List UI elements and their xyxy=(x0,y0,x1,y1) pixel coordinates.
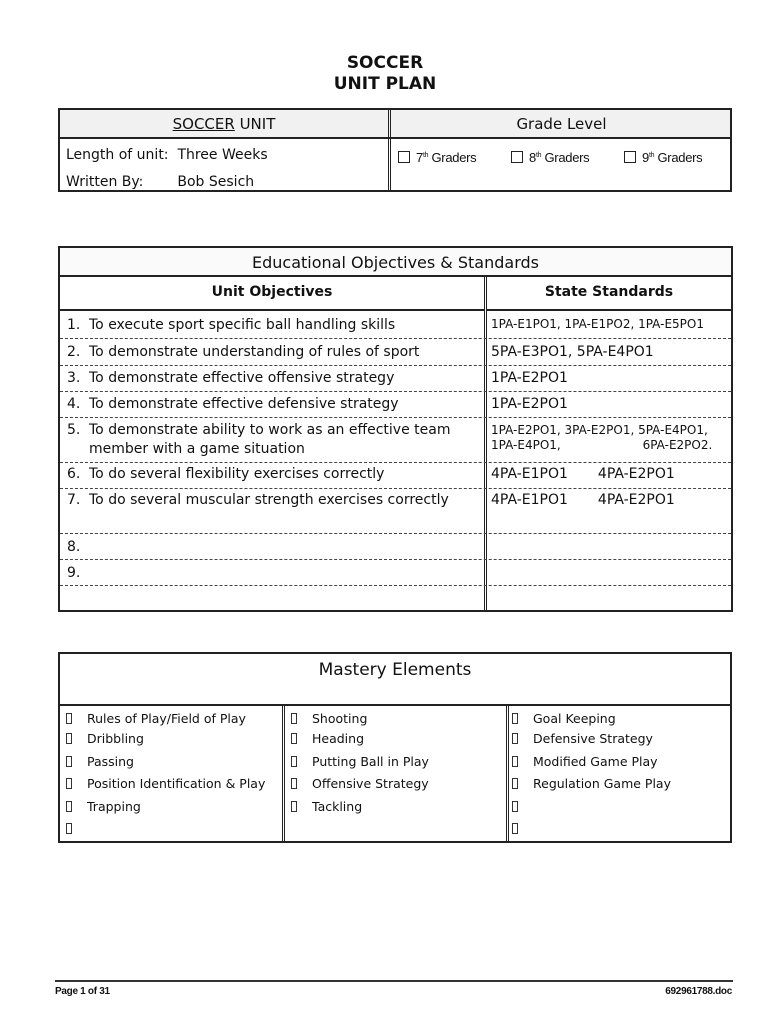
mastery-item[interactable]: Dribbling xyxy=(66,732,144,752)
objective-text: To demonstrate effective offensive strategy xyxy=(89,370,395,386)
mastery-elements-table xyxy=(58,652,732,843)
length-of-unit xyxy=(66,147,268,163)
bullet-icon xyxy=(291,713,297,724)
bullet-icon xyxy=(512,823,518,834)
bullet-icon xyxy=(512,756,518,767)
column-divider xyxy=(506,706,509,841)
mastery-item[interactable]: Shooting xyxy=(291,712,367,732)
mastery-item[interactable]: Passing xyxy=(66,755,134,775)
bullet-icon xyxy=(66,756,72,767)
standard-text: 1PA-E2PO1 xyxy=(491,396,568,412)
bullet-icon xyxy=(291,801,297,812)
grade-9-option[interactable]: 9th Graders xyxy=(624,150,702,165)
written-by xyxy=(66,174,254,190)
standard-text: 1PA-E2PO1, 3PA-E2PO1, 5PA-E4PO1, 1PA-E4PO1, 6PA-E2PO2. xyxy=(491,423,713,452)
length-label: Length of unit: xyxy=(66,147,169,163)
objective-row-8: 8. xyxy=(60,534,731,560)
objective-row-6: 6. To do several flexibility exercises correctly 4PA-E1PO1 4PA-E2PO1 xyxy=(60,463,731,489)
mastery-item[interactable]: Regulation Game Play xyxy=(512,777,671,797)
bullet-icon xyxy=(512,713,518,724)
mastery-item[interactable]: Position Identification & Play xyxy=(66,777,265,797)
bullet-icon xyxy=(291,733,297,744)
standard-text: 4PA-E1PO1 4PA-E2PO1 xyxy=(491,466,675,482)
bullet-icon xyxy=(291,756,297,767)
standard-text: 1PA-E2PO1 xyxy=(491,370,568,386)
objective-row-9: 9. xyxy=(60,560,731,586)
mastery-item[interactable]: Defensive Strategy xyxy=(512,732,653,752)
mastery-item-empty[interactable] xyxy=(512,822,533,842)
page-number: Page 1 of 31 xyxy=(55,986,110,997)
grade-9-checkbox[interactable] xyxy=(624,151,636,163)
unit-objectives-header: Unit Objectives xyxy=(60,277,484,311)
standard-text: 4PA-E1PO1 4PA-E2PO1 xyxy=(491,492,675,508)
bullet-icon xyxy=(512,778,518,789)
mastery-item[interactable]: Modified Game Play xyxy=(512,755,658,775)
objective-text: To execute sport specific ball handling skills xyxy=(89,317,396,333)
objectives-caption: Educational Objectives & Standards xyxy=(60,248,731,277)
mastery-item[interactable]: Goal Keeping xyxy=(512,712,616,732)
mastery-item[interactable]: Offensive Strategy xyxy=(291,777,429,797)
objective-text: To demonstrate understanding of rules of sport xyxy=(89,344,420,360)
objective-text: To do several muscular strength exercises correctly xyxy=(89,492,449,508)
standard-text: 5PA-E3PO1, 5PA-E4PO1 xyxy=(491,344,654,360)
objective-text: To demonstrate effective defensive strategy xyxy=(89,396,399,412)
document-filename: 692961788.doc xyxy=(665,986,732,997)
grade-8-option[interactable]: 8th Graders xyxy=(511,150,589,165)
title-line-1: SOCCER xyxy=(346,53,424,73)
objective-row-2: 2. To demonstrate understanding of rules of sport 5PA-E3PO1, 5PA-E4PO1 xyxy=(60,339,731,366)
mastery-item[interactable]: Rules of Play/Field of Play xyxy=(66,712,246,732)
mastery-item-empty[interactable] xyxy=(66,822,87,842)
column-divider xyxy=(282,706,285,841)
grade-7-option[interactable]: 7th Graders xyxy=(398,150,476,165)
unit-info-table xyxy=(58,108,732,192)
bullet-icon xyxy=(66,713,72,724)
objective-text: To demonstrate ability to work as an effective team member with a game situation xyxy=(89,422,451,457)
bullet-icon xyxy=(291,778,297,789)
bullet-icon xyxy=(66,733,72,744)
standard-text: 1PA-E1PO1, 1PA-E1PO2, 1PA-E5PO1 xyxy=(491,317,704,331)
mastery-item[interactable]: Putting Ball in Play xyxy=(291,755,429,775)
objective-row-7: 7. To do several muscular strength exercises correctly 4PA-E1PO1 4PA-E2PO1 xyxy=(60,489,731,534)
bullet-icon xyxy=(66,823,72,834)
objective-row-4: 4. To demonstrate effective defensive strategy 1PA-E2PO1 xyxy=(60,392,731,418)
objective-row-5: 5. To demonstrate ability to work as an effective team member with a game situation 1PA-E2PO1, 3PA-E2PO1, 5PA-E4PO1, 1PA-E4PO1, 6PA-E2PO2. xyxy=(60,418,731,463)
state-standards-header: State Standards xyxy=(487,277,731,311)
bullet-icon xyxy=(512,801,518,812)
bullet-icon xyxy=(66,801,72,812)
objective-row-3: 3. To demonstrate effective offensive strategy 1PA-E2PO1 xyxy=(60,366,731,392)
unit-suffix: UNIT xyxy=(234,115,276,133)
mastery-item[interactable]: Heading xyxy=(291,732,364,752)
grade-level-header: Grade Level xyxy=(516,115,607,133)
bullet-icon xyxy=(512,733,518,744)
grade-8-checkbox[interactable] xyxy=(511,151,523,163)
author-value: Bob Sesich xyxy=(177,174,255,190)
footer-rule xyxy=(55,980,733,982)
title-line-2: UNIT PLAN xyxy=(333,74,437,94)
length-value: Three Weeks xyxy=(177,147,268,163)
mastery-item-empty[interactable] xyxy=(512,800,533,820)
grade-7-checkbox[interactable] xyxy=(398,151,410,163)
mastery-item[interactable]: Trapping xyxy=(66,800,141,820)
unit-name-header xyxy=(60,115,388,133)
objectives-table xyxy=(58,246,733,612)
author-label: Written By: xyxy=(66,174,144,190)
mastery-item[interactable]: Tackling xyxy=(291,800,362,820)
bullet-icon xyxy=(66,778,72,789)
mastery-caption: Mastery Elements xyxy=(60,654,730,706)
unit-name: SOCCER xyxy=(172,115,235,133)
objective-text: To do several flexibility exercises correctly xyxy=(89,466,385,482)
objective-row-1: 1. To execute sport specific ball handling skills 1PA-E1PO1, 1PA-E1PO2, 1PA-E5PO1 xyxy=(60,311,731,339)
